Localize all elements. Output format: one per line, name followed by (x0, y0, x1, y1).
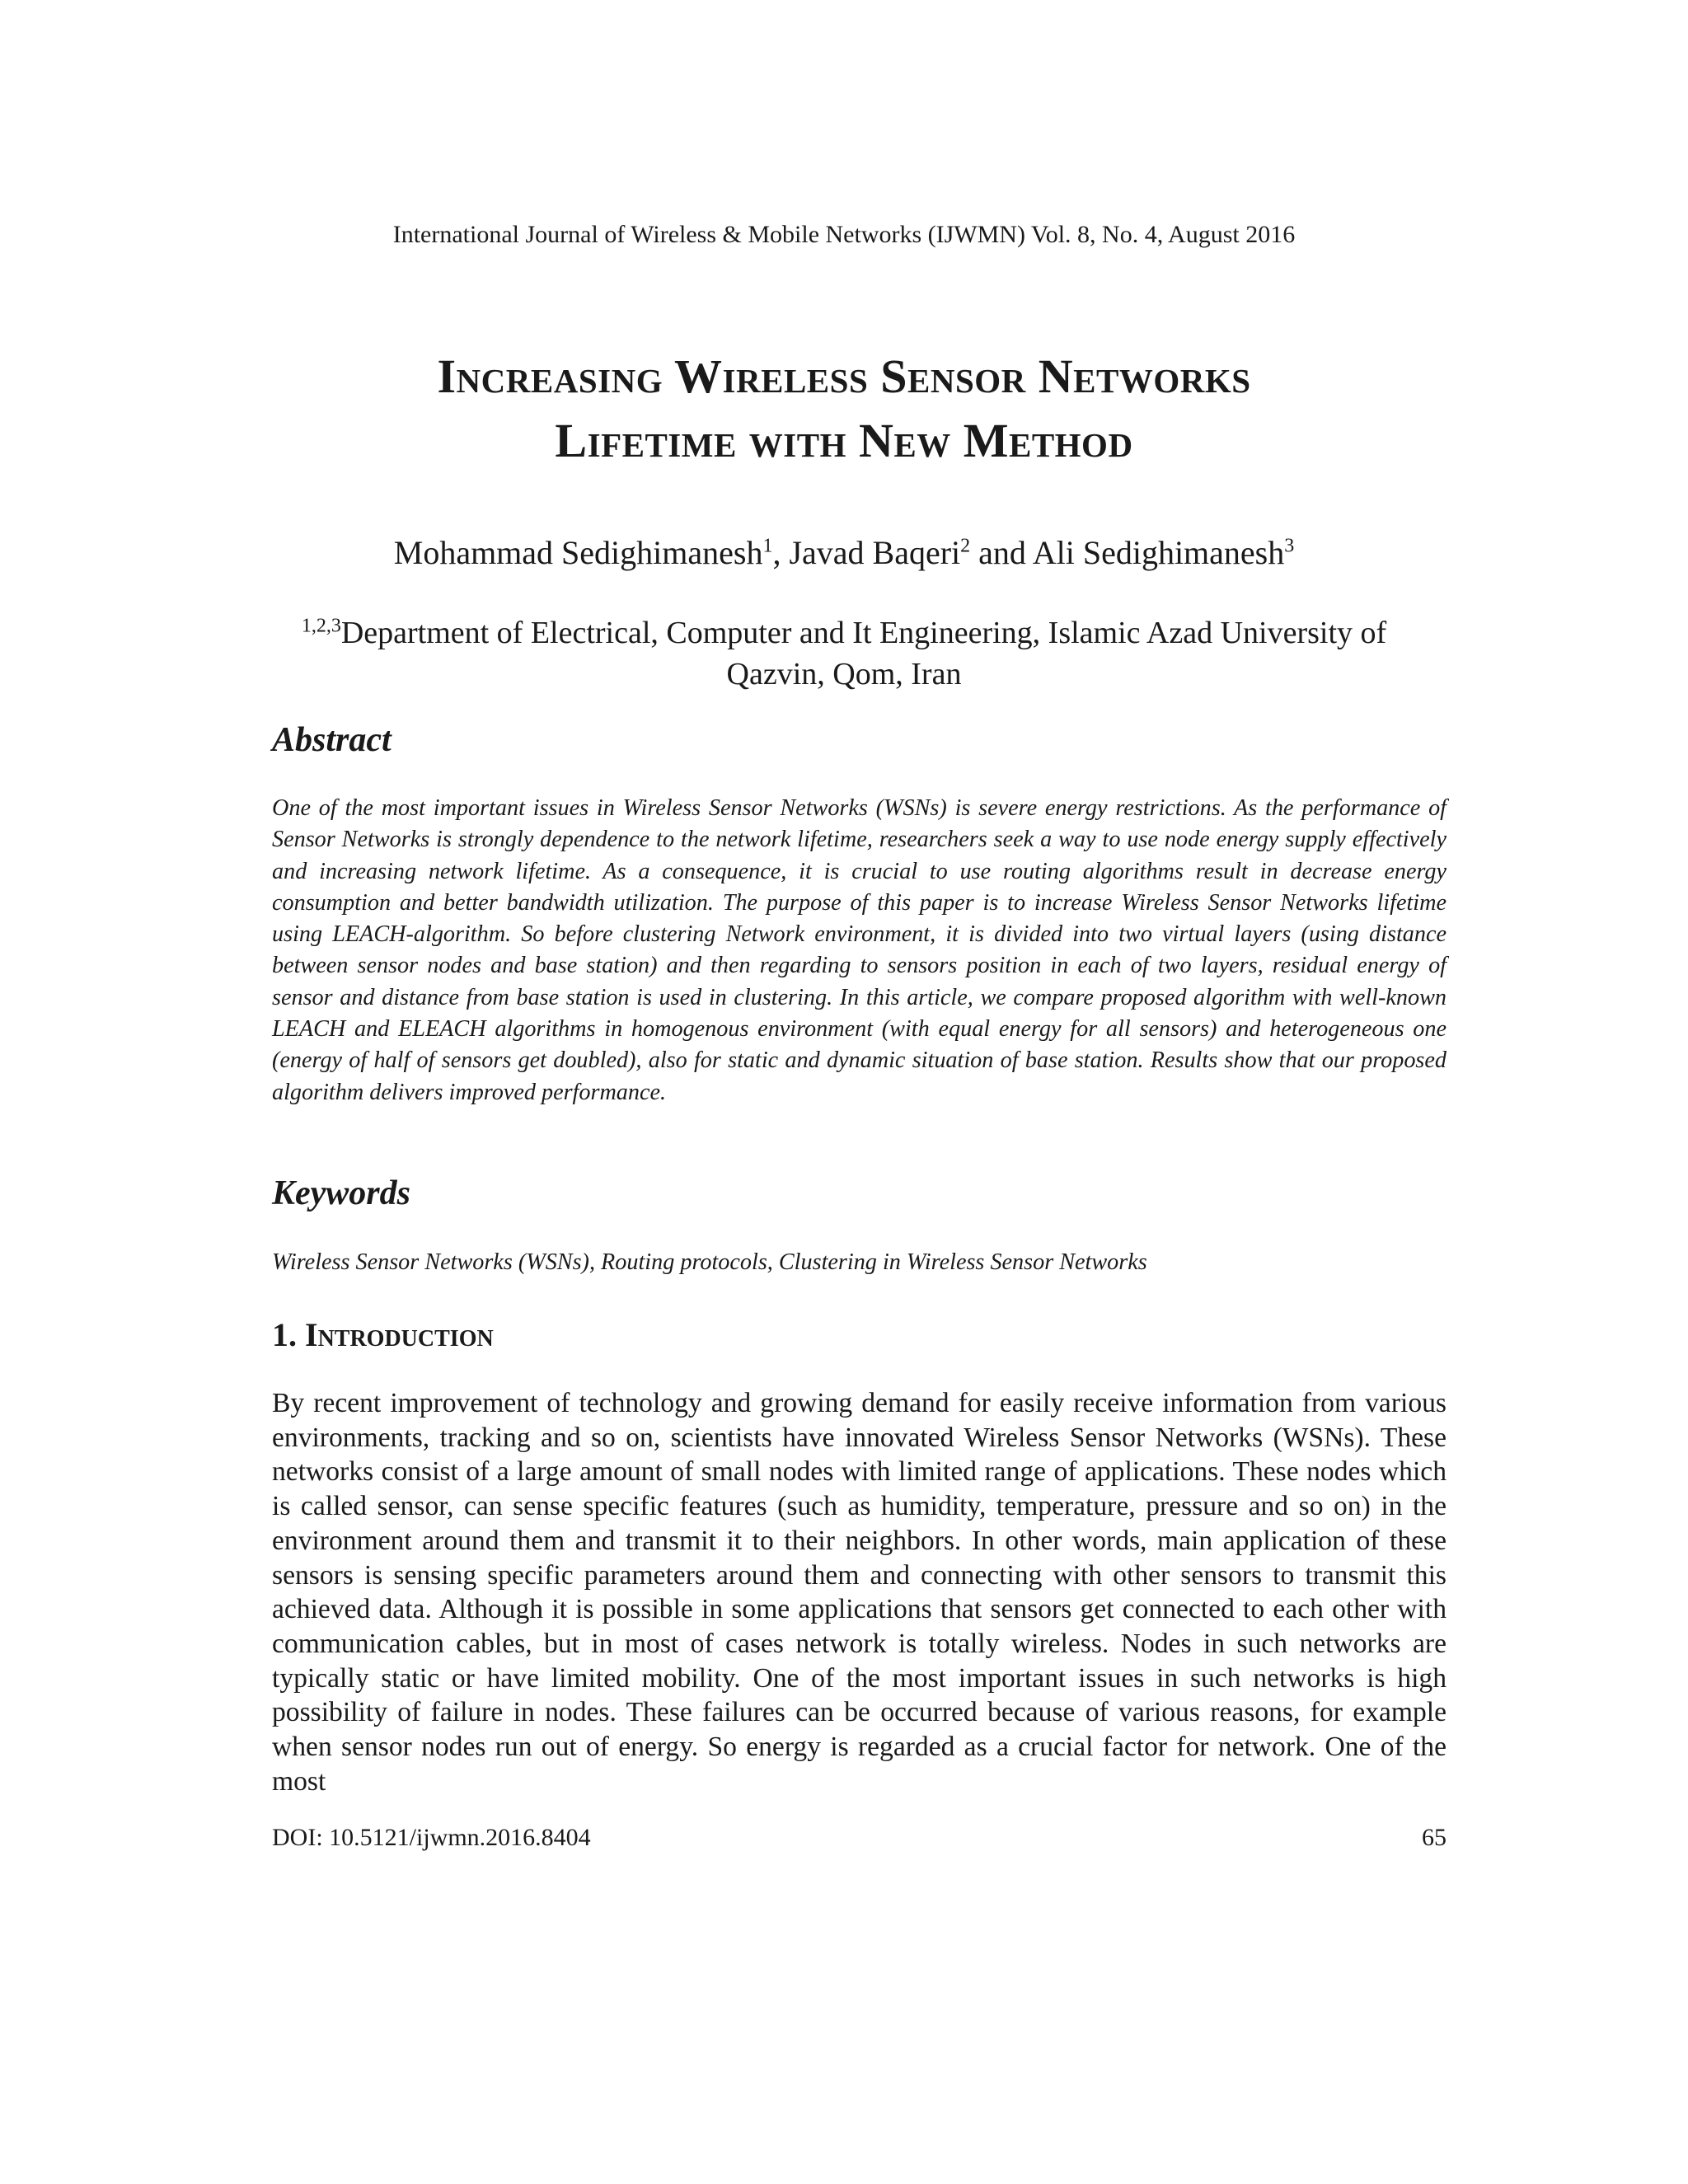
title-line-2: Lifetime with New Method (555, 414, 1133, 467)
author-affiliation-mark: 3 (1284, 535, 1295, 557)
introduction-heading: 1. Introduction (272, 1316, 494, 1353)
affiliation-mark: 1,2,3 (301, 615, 341, 637)
author-name: Ali Sedighimanesh (1032, 534, 1285, 571)
author-separator: and (970, 534, 1033, 571)
keywords-heading: Keywords (272, 1174, 410, 1212)
author-separator: , (772, 534, 790, 571)
affiliation (272, 612, 1416, 695)
author-name: Javad Baqeri (789, 534, 961, 571)
author-affiliation-mark: 2 (960, 535, 971, 557)
author-name: Mohammad Sedighimanesh (393, 534, 763, 571)
affiliation-line-2: Qazvin, Qom, Iran (726, 657, 962, 691)
page-number: 65 (1422, 1824, 1447, 1851)
abstract-text: One of the most important issues in Wireless Sensor Networks (WSNs) is severe energy restrictions. As the performance of Sensor Networks is strongly dependence to the network lifetime, researchers seek a way to use node energy supply effectively and increasing network lifetime. As a consequence, it is crucial to use routing algorithms result in decrease energy consumption and better bandwidth utilization. The purpose of this paper is to increase Wireless Sensor Networks lifetime using LEACH-algorithm. So before clustering Network environment, it is divided into two virtual layers (using distance between sensor nodes and base station) and then regarding to sensors position in each of two layers, residual energy of sensor and distance from base station is used in clustering. In this article, we compare proposed algorithm with well-known LEACH and ELEACH algorithms in homogenous environment (with equal energy for all sensors) and heterogeneous one (energy of half of sensors get doubled), also for static and dynamic situation of base station. Results show that our proposed algorithm delivers improved performance. (272, 795, 1447, 1105)
author-affiliation-mark: 1 (762, 535, 773, 557)
paper-title (247, 344, 1441, 473)
abstract-heading: Abstract (272, 721, 392, 759)
introduction-text: By recent improvement of technology and growing demand for easily receive information from various environments, tracking and so on, scientists have innovated Wireless Sensor Networks (WSNs). These networks consist of a large amount of small nodes with limited range of applications. These nodes which is called sensor, can sense specific features (such as humidity, temperature, pressure and so on) in the environment around them and transmit it to their neighbors. In other words, main application of these sensors is sensing specific parameters around them and connecting with other sensors to transmit this achieved data. Although it is possible in some applications that sensors get connected to each other with communication cables, but in most of cases network is totally wireless. Nodes in such networks are typically static or have limited mobility. One of the most important issues in such networks is high possibility of failure in nodes. These failures can be occurred because of various reasons, for example when sensor nodes run out of energy. So energy is regarded as a crucial factor for network. One of the most (272, 1388, 1447, 1797)
title-line-1: Increasing Wireless Sensor Networks (437, 349, 1251, 403)
author-list (0, 530, 1688, 576)
affiliation-line-1 (272, 612, 1416, 654)
keywords-text: Wireless Sensor Networks (WSNs), Routing protocols, Clustering in Wireless Sensor Networks (272, 1249, 1147, 1275)
running-header: International Journal of Wireless & Mobile Networks (IJWMN) Vol. 8, No. 4, August 2016 (392, 221, 1296, 248)
affiliation-text: Department of Electrical, Computer and It Engineering, Islamic Azad University of (340, 616, 1387, 650)
doi-footer: DOI: 10.5121/ijwmn.2016.8404 (272, 1824, 591, 1851)
